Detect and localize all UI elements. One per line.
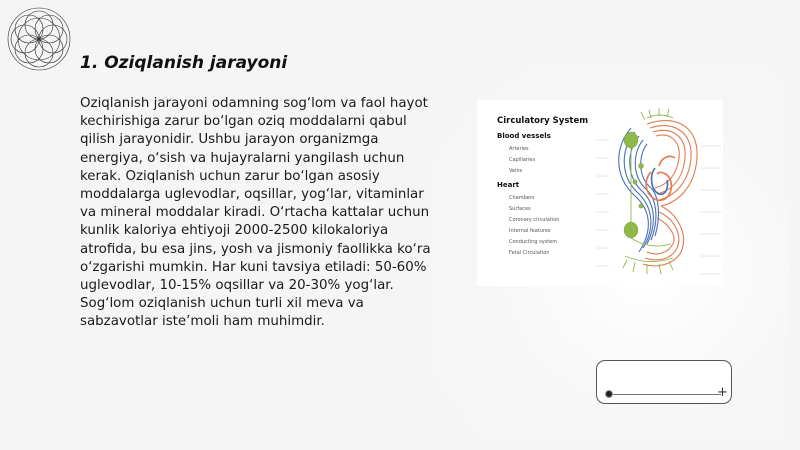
circulatory-diagram-illustration (595, 106, 723, 282)
figure-item: Conducting system (509, 239, 558, 245)
circulatory-system-figure (477, 100, 723, 286)
figure-item: Surfaces (509, 206, 531, 212)
figure-item: Arteries (509, 146, 529, 152)
figure-heading-blood-vessels: Blood vessels (497, 132, 551, 140)
slide-title: 1. Oziqlanish jarayoni (80, 53, 288, 73)
plus-icon[interactable]: + (717, 385, 728, 400)
figure-item: Internal features (509, 228, 551, 234)
figure-item: Fetal Circulation (509, 250, 550, 256)
figure-item: Coronary circulation (509, 217, 560, 223)
media-player-control[interactable] (596, 360, 732, 404)
figure-item: Chambers (509, 195, 535, 201)
figure-item: Capillaries (509, 157, 536, 163)
figure-heading-heart: Heart (497, 181, 520, 189)
play-dot-icon[interactable] (605, 390, 613, 398)
figure-item: Veins (509, 168, 523, 174)
figure-title: Circulatory System (497, 116, 589, 126)
circular-line-ornament-icon (4, 4, 74, 74)
media-progress-track[interactable] (613, 394, 721, 395)
slide-body-text: Oziqlanish jarayoni odamning sog‘lom va faol hayot kechirishiga zarur bo‘lgan oziq moddalarni qabul qilish jarayonidir. Ushbu jarayon organizmga energiya, o‘sish va hujayralarni yangilash uchun kerak. Oziqlanish uchun zarur bo‘lgan asosiy moddalarga uglevodlar, oqsillar, yog‘lar, vitaminlar va mineral moddalar kiradi. O‘rtacha kattalar uchun kunlik kaloriya ehtiyoji 2000-2500 kilokaloriya atrofida, bu esa jins, yosh va jismoniy faollikka ko‘ra o‘zgarishi mumkin. Har kuni tavsiya etiladi: 50-60% uglevodlar, 10-15% oqsillar va 20-30% yog‘lar. Sog‘lom oziqlanish uchun turli xil meva va sabzavotlar iste’moli ham muhimdir. (80, 96, 431, 330)
